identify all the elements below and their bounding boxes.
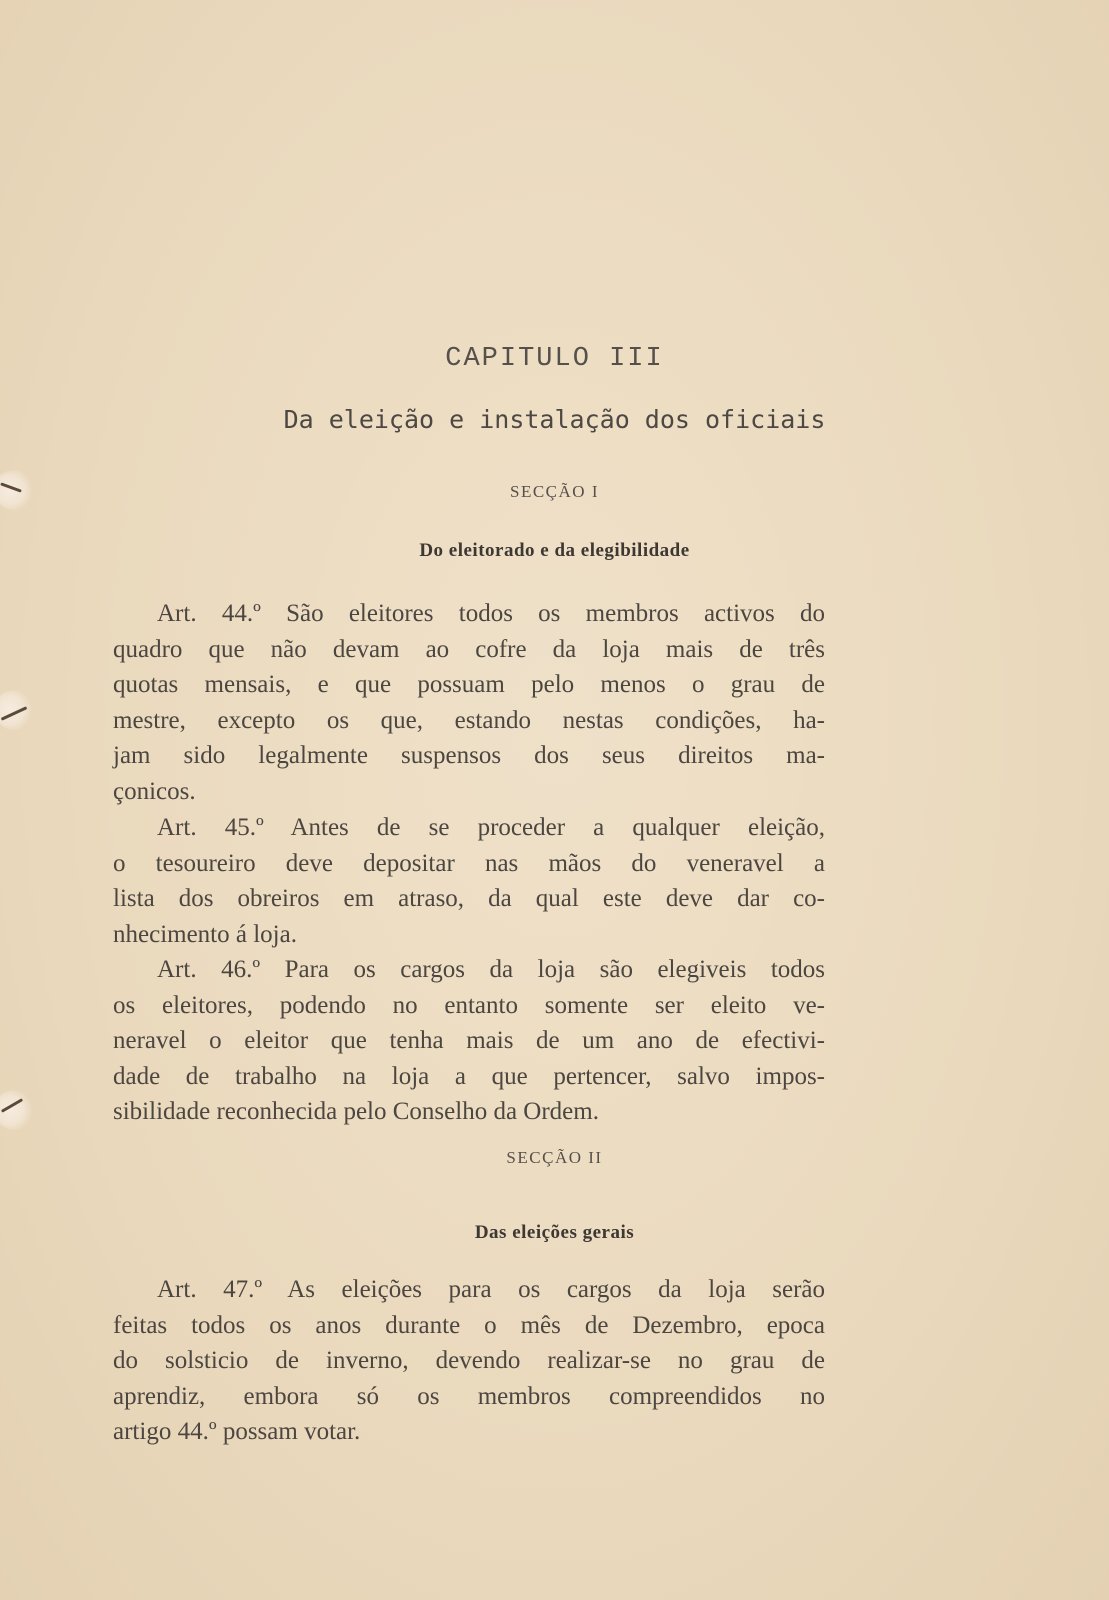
article-45-line: o tesoureiro deve depositar nas mãos do veneravel a xyxy=(113,849,825,877)
article-47-line: Art. 47.º As eleições para os cargos da loja serão xyxy=(157,1276,825,1303)
article-44-line: çonicos. xyxy=(113,777,196,805)
article-47-line: feitas todos os anos durante o mês de Dezembro, epoca xyxy=(113,1311,825,1339)
article-44-line: quotas mensais, e que possuam pelo menos o grau de xyxy=(113,671,825,699)
article-45 xyxy=(113,810,825,952)
article-47-line: artigo 44.º possam votar. xyxy=(113,1418,361,1446)
article-46-line: dade de trabalho na loja a que pertencer, salvo impos- xyxy=(113,1062,825,1090)
article-45-line: lista dos obreiros em atraso, da qual este deve dar co- xyxy=(113,885,825,913)
section-2-label: SECÇÃO II xyxy=(506,1148,603,1167)
article-44-line: jam sido legalmente suspensos dos seus direitos ma- xyxy=(113,742,825,770)
article-44 xyxy=(113,596,825,810)
article-45-line: Art. 45.º Antes de se proceder a qualquer eleição, xyxy=(157,814,825,841)
article-46-line: sibilidade reconhecida pelo Conselho da Ordem. xyxy=(113,1098,599,1126)
article-44-line: Art. 44.º São eleitores todos os membros activos do xyxy=(157,600,825,627)
article-46-line: os eleitores, podendo no entanto somente ser eleito ve- xyxy=(113,991,825,1019)
section-2-heading: Das eleições gerais xyxy=(474,1222,635,1243)
article-46 xyxy=(113,952,825,1130)
chapter-subtitle: Da eleição e instalação dos oficiais xyxy=(283,405,826,434)
article-44-line: mestre, excepto os que, estando nestas condições, ha- xyxy=(113,706,825,734)
article-47-line: do solsticio de inverno, devendo realizar-se no grau de xyxy=(113,1347,825,1375)
article-45-line: nhecimento á loja. xyxy=(113,920,297,948)
article-47 xyxy=(113,1272,825,1450)
section-1-label: SECÇÃO I xyxy=(510,482,599,501)
article-46-line: neravel o eleitor que tenha mais de um ano de efectivi- xyxy=(113,1027,825,1055)
article-46-line: Art. 46.º Para os cargos da loja são elegiveis todos xyxy=(157,956,825,983)
article-44-line: quadro que não devam ao cofre da loja mais de três xyxy=(113,635,825,663)
chapter-title: CAPITULO III xyxy=(445,344,664,374)
article-47-line: aprendiz, embora só os membros compreendidos no xyxy=(113,1382,825,1410)
section-1-heading: Do eleitorado e da elegibilidade xyxy=(419,540,690,561)
